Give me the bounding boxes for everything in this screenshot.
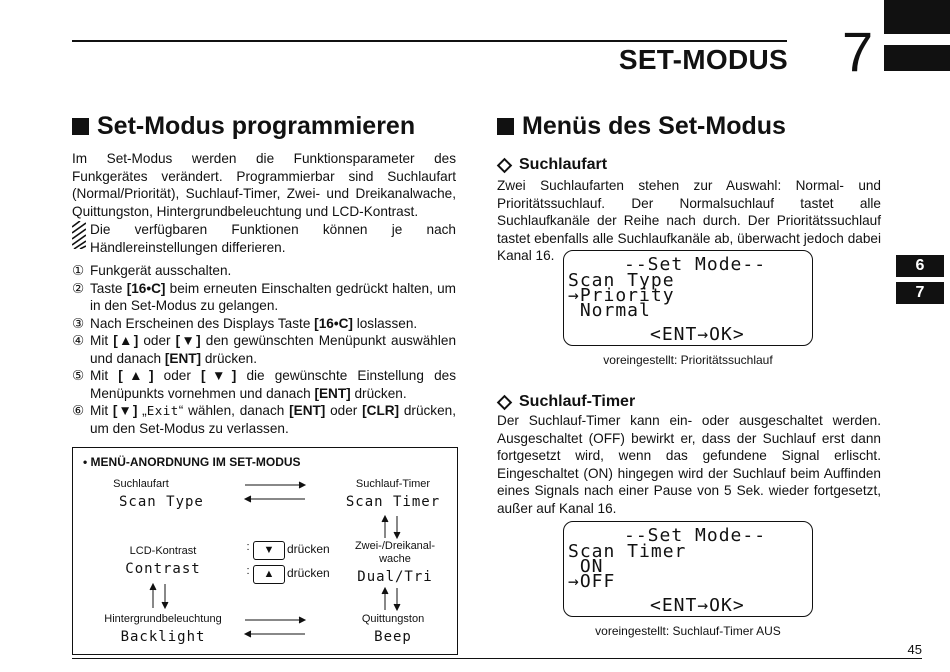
- left-heading: [72, 112, 415, 141]
- chapter-tab-block-top: [884, 0, 950, 34]
- lcd-scan-timer: Scan Timer: [345, 494, 441, 510]
- down-key-icon: ▼: [253, 541, 285, 560]
- diamond-icon: [497, 157, 513, 173]
- diagram-title: • MENÜ-ANORDNUNG IM SET-MODUS: [83, 455, 301, 469]
- step-text: Mit [▲] oder [▼] die gewünschte Einstellung des Menüpunkts vornehmen und danach [ENT] drücken.: [90, 368, 456, 401]
- label-dual-tri: Zwei-/Dreikanal- wache: [354, 540, 436, 565]
- lcd-line: --Set Mode--: [624, 254, 767, 275]
- lcd-backlight: Backlight: [120, 629, 206, 645]
- lcd-contrast: Contrast: [125, 561, 201, 577]
- step-3: [72, 315, 456, 333]
- scan-timer-text: Der Suchlauf-Timer kann ein- oder ausgeschaltet werden. Ausgeschaltet (OFF) bewirkt er, dass der Suchlauf erst dann fortgesetzt wird, wenn das gefundene Signal erlischt. Eingeschaltet (ON) hingegen wird der Suchlauf beim Auffinden eines Signals nach einer Pause von 5 Sek. wieder fortgesetzt, außer auf Kanal 16.: [497, 413, 881, 516]
- lcd-line: Scan Type: [568, 270, 675, 291]
- step-text: Mit [▼] „Exit“ wählen, danach [ENT] oder [CLR] drücken, um den Set-Modus zu verlassen.: [90, 403, 456, 436]
- key-down-prefix: :: [246, 541, 250, 553]
- chapter-number: 7: [842, 20, 874, 83]
- step-6: [72, 402, 456, 437]
- scan-timer-heading-text: Suchlauf-Timer: [519, 393, 636, 410]
- note: [72, 221, 456, 256]
- step-text: Taste [16•C] beim erneuten Einschalten gedrückt halten, um in den Set-Modus zu gelangen.: [90, 280, 456, 313]
- lcd-line: --Set Mode--: [624, 525, 767, 546]
- step-number: ②: [72, 280, 85, 296]
- heading-square-icon: [497, 118, 514, 135]
- note-hatch-icon: [72, 221, 86, 249]
- label-backlight: Hintergrundbeleuchtung: [104, 613, 222, 625]
- lcd-line: Scan Timer: [568, 541, 687, 562]
- lcd-beep: Beep: [374, 629, 412, 645]
- side-tab-6: 6: [896, 255, 944, 277]
- right-heading: [497, 112, 786, 141]
- step-number: ④: [72, 333, 85, 348]
- lcd-display-scan-type: [563, 250, 813, 346]
- step-2: [72, 280, 456, 315]
- right-heading-text: Menüs des Set-Modus: [522, 112, 786, 140]
- step-number: ③: [72, 315, 85, 331]
- step-4: [72, 332, 456, 367]
- scan-type-heading: [497, 156, 607, 174]
- lcd-line: Normal: [568, 300, 651, 321]
- left-intro: Im Set-Modus werden die Funktionsparameter des Funkgerätes verändert. Programmierbar sind Suchlaufart (Normal/Priorität), Suchlauf-Timer, Zwei- und Dreikanalwache, Quittungston, Hintergrundbeleuchtung und LCD-Kontrast.: [72, 151, 456, 219]
- step-number: ⑥: [72, 403, 85, 418]
- lcd-display-scan-timer: [563, 521, 813, 617]
- chapter-tab-block-bottom: [884, 45, 950, 71]
- label-scan-timer: Suchlauf-Timer: [355, 478, 431, 490]
- lcd-dual-tri: Dual/Tri: [357, 569, 433, 585]
- label-beep: Quittungston: [361, 613, 425, 625]
- step-text: Funkgerät ausschalten.: [90, 263, 232, 278]
- key-up-label: drücken: [287, 566, 330, 580]
- lcd-line: ON: [568, 556, 604, 577]
- diamond-icon: [497, 394, 513, 410]
- side-tab-7: 7: [896, 282, 944, 304]
- lcd-line: <ENT→OK>: [650, 324, 745, 345]
- step-5: [72, 367, 456, 402]
- chapter-title: SET-MODUS: [618, 44, 788, 75]
- lcd-scan-type: Scan Type: [119, 494, 204, 510]
- step-text: Mit [▲] oder [▼] den gewünschten Menüpunkt auswählen und danach [ENT] drücken.: [90, 333, 457, 366]
- lcd-line: →Priority: [568, 285, 675, 306]
- key-up-prefix: :: [246, 565, 250, 577]
- scan-type-text: Zwei Suchlaufarten stehen zur Auswahl: Normal- und Prioritätssuchlauf. Der Normalsuchlauf tastet alle Suchlaufkanäle der Reihe nach durch. Der Prioritätssuchlauf tastet ebenfalls alle Suchlaufkanäle ab, überwacht jedoch dabei Kanal 16.: [497, 178, 881, 263]
- scan-timer-heading: [497, 393, 635, 411]
- heading-square-icon: [72, 118, 89, 135]
- diagram-arrows: [73, 448, 457, 654]
- step-number: ①: [72, 263, 85, 278]
- label-contrast: LCD-Kontrast: [129, 545, 197, 557]
- up-key-icon: ▲: [253, 565, 285, 584]
- footer-rule: [72, 658, 922, 659]
- label-scan-type: Suchlaufart: [113, 478, 169, 490]
- left-heading-text: Set-Modus programmieren: [97, 112, 416, 140]
- menu-diagram: [72, 447, 458, 655]
- scan-type-caption: voreingestellt: Prioritätssuchlauf: [603, 353, 773, 367]
- note-text: Die verfügbaren Funktionen können je nach Händlereinstellungen differieren.: [90, 222, 456, 255]
- key-down-label: drücken: [287, 542, 330, 556]
- lcd-line: <ENT→OK>: [650, 595, 745, 616]
- page-number: 45: [907, 642, 922, 657]
- header-rule: [72, 40, 787, 42]
- lcd-line: →OFF: [568, 571, 616, 592]
- steps-list: [72, 262, 456, 437]
- scan-timer-caption: voreingestellt: Suchlauf-Timer AUS: [595, 624, 781, 638]
- scan-type-heading-text: Suchlaufart: [519, 156, 608, 173]
- step-1: [72, 262, 456, 280]
- step-number: ⑤: [72, 368, 85, 383]
- step-text: Nach Erscheinen des Displays Taste [16•C] loslassen.: [90, 315, 418, 331]
